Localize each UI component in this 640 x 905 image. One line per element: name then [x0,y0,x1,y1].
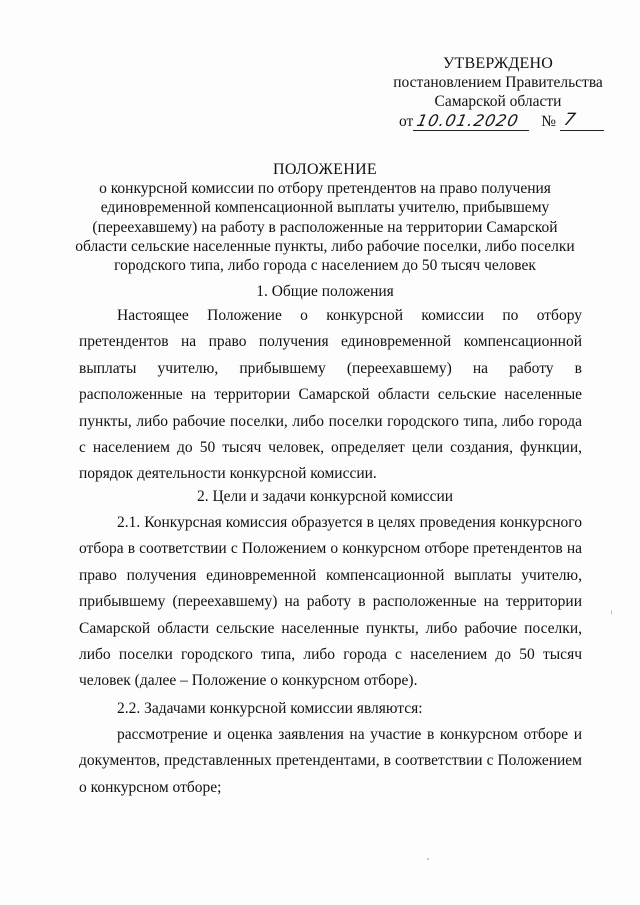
number-prefix: № [541,113,556,130]
section-1-heading: 1. Общие положения [256,283,394,300]
scan-speck [611,610,612,615]
approval-stamp-block [393,54,603,135]
title-line: о конкурсной комиссии по отбору претендентов на право получения [99,180,551,198]
document-title-block [70,160,580,275]
approval-date-line [393,111,603,135]
section-1-paragraph: Настоящее Положение о конкурсной комиссии по отбору претендентов на право получения единовременной компенсационной выплаты учителю, прибывшему (переехавшему) на работу в расположенные на территории Самарской области сельские населенные пункты, либо рабочие поселки, либо поселки городского типа, либо города с населением до 50 тысяч человек, определяет цели создания, функции, порядок деятельности конкурсной комиссии. [79,307,582,483]
section-2-heading: 2. Цели и задачи конкурсной комиссии [196,488,454,505]
approval-line-government: постановлением Правительства [393,74,603,91]
title-line: области сельские населенные пункты, либо рабочие поселки, либо поселки [75,237,575,255]
document-title: ПОЛОЖЕНИЕ [272,161,377,178]
title-line: (переехавшему) на работу в расположенные на территории Самарской [92,218,558,236]
date-prefix: от [399,113,414,130]
paragraph-2-2: 2.2. Задачами конкурсной комиссии являются: [117,700,423,717]
scan-speck [427,858,429,860]
paragraph-2-1: 2.1. Конкурсная комиссия образуется в целях проведения конкурсного отбора в соответствии с Положением о конкурсном отборе претендентов на право получения единовременной компенсационной выплаты учителю, прибывшему (переехавшему) на работу в расположенные на территории Самарской области сельские населенные пункты, либо рабочие поселки, либо поселки городского типа, либо города с населением до 50 тысяч человек (далее – Положение о конкурсном отборе). [79,514,582,690]
title-line: единовременной компенсационной выплаты учителю, прибывшему [100,199,550,217]
approved-label: УТВЕРЖДЕНО [442,55,553,72]
paragraph-2-2-item: рассмотрение и оценка заявления на участие в конкурсном отборе и документов, представленных претендентами, в соответствии с Положением о конкурсном отборе; [79,726,582,796]
title-line: городского типа, либо города с населением до 50 тысяч человек [114,257,536,275]
approval-line-region: Самарской области [434,93,562,110]
handwritten-number: 7 [560,111,608,131]
handwritten-date: 10.01.2020 [413,111,533,131]
